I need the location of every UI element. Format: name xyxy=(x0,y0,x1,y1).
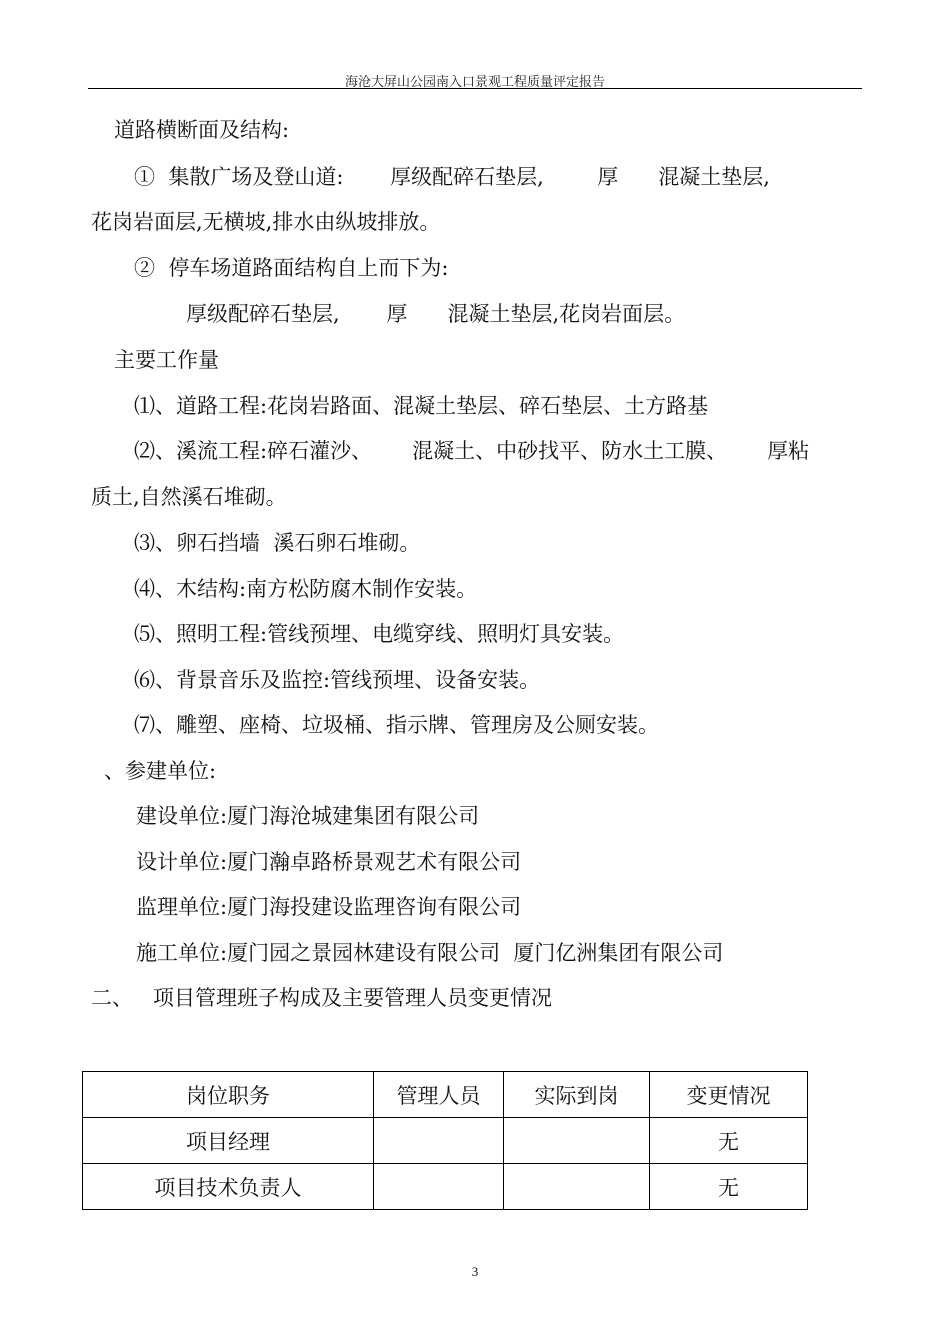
text-line: ⑴、道路工程:花岗岩路面、混凝土垫层、碎石垫层、土方路基 xyxy=(134,394,709,418)
text-line: ⑸、照明工程:管线预埋、电缆穿线、照明灯具安装。 xyxy=(134,622,625,646)
management-staff-table xyxy=(82,1071,808,1210)
table-row xyxy=(83,1118,808,1164)
page-number: 3 xyxy=(471,1264,479,1279)
table-cell xyxy=(504,1118,650,1164)
text-line: ⑷、木结构:南方松防腐木制作安装。 xyxy=(134,577,478,601)
text-line: ⑹、背景音乐及监控:管线预埋、设备安装。 xyxy=(134,668,541,692)
section-participating-units: 、参建单位: xyxy=(104,759,217,783)
text-line: 花岗岩面层,无横坡,排水由纵坡排放。 xyxy=(91,210,441,234)
text-line: ⑺、雕塑、座椅、垃圾桶、指示牌、管理房及公厕安装。 xyxy=(134,713,659,737)
text-line: 监理单位:厦门海投建设监理咨询有限公司 xyxy=(136,895,522,919)
table-header-cell: 岗位职务 xyxy=(83,1072,374,1118)
text-line: 设计单位:厦门瀚卓路桥景观艺术有限公司 xyxy=(136,850,522,874)
table-cell: 无 xyxy=(650,1164,808,1210)
table-cell xyxy=(374,1118,504,1164)
table-cell: 项目经理 xyxy=(83,1118,374,1164)
text-line: ⑶、卵石挡墙 溪石卵石堆砌。 xyxy=(134,531,421,555)
table-cell xyxy=(504,1164,650,1210)
text-line: 施工单位:厦门园之景园林建设有限公司 厦门亿洲集团有限公司 xyxy=(136,941,724,965)
table-header-cell: 变更情况 xyxy=(650,1072,808,1118)
text-line: 厚级配碎石垫层, 厚 混凝土垫层,花岗岩面层。 xyxy=(186,302,686,326)
table-header-row xyxy=(83,1072,808,1118)
text-line: ② 停车场道路面结构自上而下为: xyxy=(134,256,449,280)
table-row xyxy=(83,1164,808,1210)
table-header-cell: 管理人员 xyxy=(374,1072,504,1118)
section-main-workload: 主要工作量 xyxy=(114,348,219,372)
section-heading-management-team: 二、 项目管理班子构成及主要管理人员变更情况 xyxy=(91,986,553,1010)
table-cell: 无 xyxy=(650,1118,808,1164)
header-rule xyxy=(88,88,862,89)
table-header-cell: 实际到岗 xyxy=(504,1072,650,1118)
table-cell xyxy=(374,1164,504,1210)
running-header: 海沧大屏山公园南入口景观工程质量评定报告 xyxy=(344,74,605,89)
text-line: ⑵、溪流工程:碎石灌沙、 混凝土、中砂找平、防水土工膜、 厚粘 xyxy=(134,439,810,463)
table-cell: 项目技术负责人 xyxy=(83,1164,374,1210)
text-line: 建设单位:厦门海沧城建集团有限公司 xyxy=(136,804,480,828)
text-line: 质土,自然溪石堆砌。 xyxy=(91,485,287,509)
text-line: ① 集散广场及登山道: 厚级配碎石垫层, 厚 混凝土垫层, xyxy=(134,165,770,189)
section-road-cross-section: 道路横断面及结构: xyxy=(114,118,290,142)
